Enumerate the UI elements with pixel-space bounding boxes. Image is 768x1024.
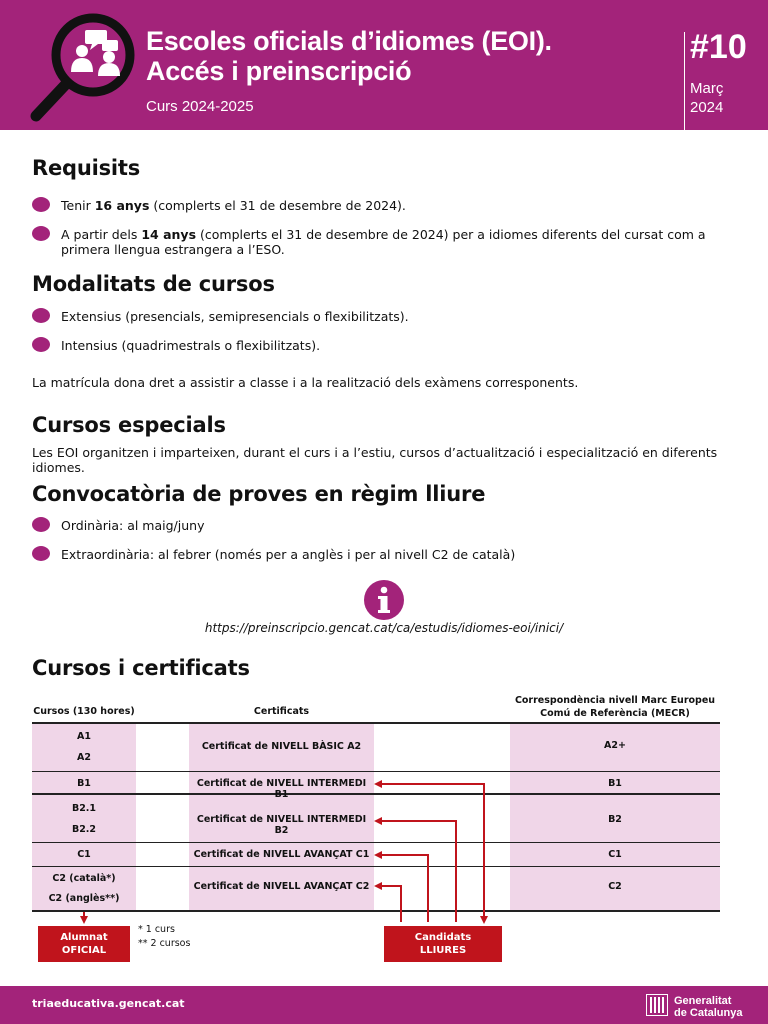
issue-date	[690, 79, 723, 117]
table-row-mecr: B2	[608, 814, 622, 825]
bullet-icon	[32, 337, 50, 352]
section-title-modalitats: Modalitats de cursos	[32, 272, 275, 296]
footer-link[interactable]: triaeducativa.gencat.cat	[32, 997, 185, 1010]
bullet-icon	[32, 308, 50, 323]
enrolment-note: La matrícula dona dret a assistir a classe i a la realització dels exàmens corresponents.	[32, 375, 579, 390]
table-row-mecr: A2+	[604, 740, 626, 751]
issue-number: #10	[690, 28, 747, 66]
generalitat-name: Generalitat de Catalunya	[674, 995, 743, 1019]
preinscripcio-link[interactable]: https://preinscripcio.gencat.cat/ca/estudis/idiomes-eoi/inici/	[204, 621, 564, 635]
table-row-certificate: Certificat de NIVELL AVANÇAT C1	[193, 849, 370, 860]
table-row-mecr: C2	[608, 881, 622, 892]
alumnat-oficial-box: Alumnat OFICIAL	[38, 926, 130, 962]
table-row-certificate: Certificat de NIVELL INTERMEDI B2	[196, 814, 367, 836]
table-row-course: C2 (català*)	[52, 873, 116, 884]
table-row-mecr: C1	[608, 849, 622, 860]
especials-text: Les EOI organitzen i imparteixen, durant el curs i a l’estiu, cursos d’actualització i especialització en diferents idiomes.	[32, 445, 718, 475]
header-banner	[0, 0, 768, 130]
title-line-1: Escoles oficials d’idiomes (EOI).	[146, 26, 552, 56]
bullet-icon	[32, 226, 50, 241]
generalitat-logo-icon	[646, 994, 668, 1016]
table-row-course: C2 (anglès**)	[48, 893, 120, 904]
arrow-c1	[378, 855, 428, 922]
section-title-especials: Cursos especials	[32, 413, 226, 437]
magnifier-people-icon	[30, 10, 140, 125]
arrow-b2	[378, 821, 456, 922]
lliures-arrows-diagram	[0, 770, 768, 930]
table-row-course: B2.2	[71, 824, 97, 835]
column-header-cursos: Cursos (130 hores)	[33, 706, 135, 717]
course-year: Curs 2024-2025	[146, 98, 254, 115]
table-row-certificate: Certificat de NIVELL INTERMEDI B1	[196, 778, 367, 800]
table-row-course: A2	[77, 752, 91, 763]
title-line-2: Accés i preinscripció	[146, 56, 412, 86]
table-row-certificate: Certificat de NIVELL BÀSIC A2	[201, 741, 362, 752]
table-row-course: B1	[77, 778, 91, 789]
table-rule	[32, 722, 720, 724]
table-row-course: A1	[77, 731, 91, 742]
arrow-c2	[378, 886, 401, 922]
header-divider	[684, 32, 685, 130]
bullet-icon	[32, 517, 50, 532]
table-row-course: B2.1	[71, 803, 97, 814]
column-header-certificats: Certificats	[253, 706, 310, 717]
candidats-lliures-box: Candidats LLIURES	[384, 926, 502, 962]
footer-bar	[0, 986, 768, 1024]
bullet-icon	[32, 197, 50, 212]
issue-year: 2024	[690, 99, 724, 116]
table-row-course: C1	[77, 849, 91, 860]
section-title-convocatoria: Convocatòria de proves en règim lliure	[32, 482, 486, 506]
section-title-requisits: Requisits	[32, 156, 141, 180]
bullet-icon	[32, 546, 50, 561]
section-title-certificats: Cursos i certificats	[32, 656, 250, 680]
issue-month: Març	[690, 80, 724, 97]
course-footnotes: * 1 curs ** 2 cursos	[138, 924, 191, 949]
table-row-mecr: B1	[608, 778, 622, 789]
arrow-b1	[378, 784, 484, 922]
table-row-certificate: Certificat de NIVELL AVANÇAT C2	[193, 881, 370, 892]
column-header-mecr: Correspondència nivell Marc Europeu Comú de Referència (MECR)	[514, 695, 716, 719]
page-title	[146, 26, 552, 86]
info-icon	[364, 580, 404, 620]
